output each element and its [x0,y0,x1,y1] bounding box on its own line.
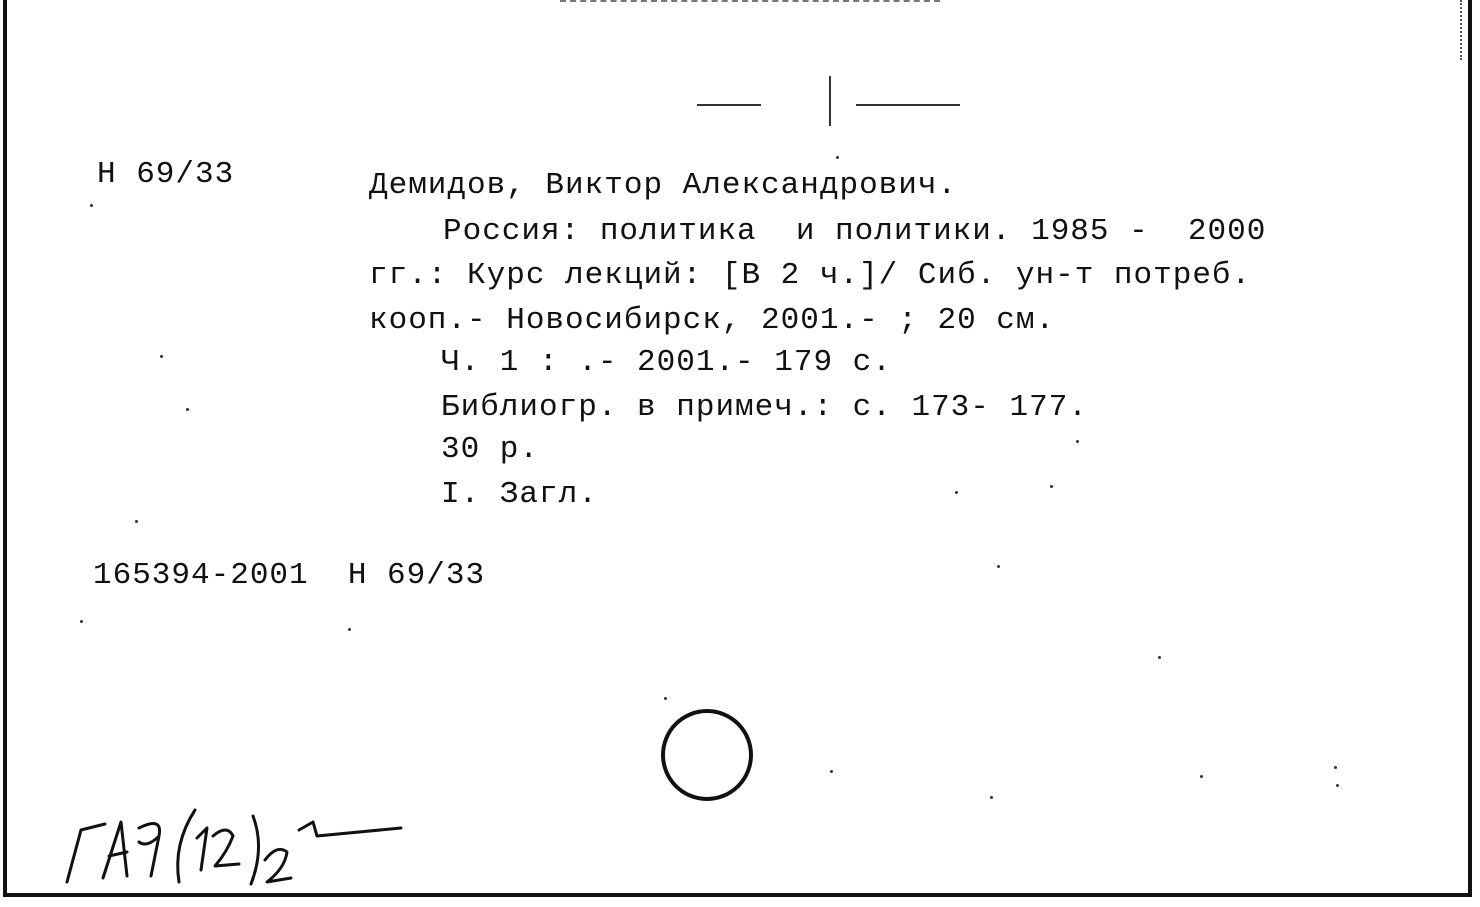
speck [1336,784,1339,787]
price: 30 р. [441,432,540,467]
speck [1158,656,1161,659]
title-line-3: кооп.- Новосибирск, 2001.- ; 20 см. [369,303,1056,338]
inventory-number: 165394-2001 Н 69/33 [93,558,486,593]
speck [997,565,1000,568]
speck [90,204,93,207]
handwritten-shelf-annotation [55,790,435,895]
card-right-edge-mark [1460,0,1472,60]
speck [955,491,958,494]
speck [80,620,83,623]
speck [836,156,839,159]
speck [664,697,667,700]
handwriting-svg [55,790,435,890]
header-rule-divider [829,76,831,126]
speck [1050,485,1053,488]
speck [1334,766,1337,769]
header-rule-right [856,104,960,106]
speck [1200,775,1203,778]
bibliography-note: Библиогр. в примеч.: с. 173- 177. [441,390,1088,425]
speck [830,770,833,773]
punch-hole [661,709,753,801]
author-heading: Демидов, Виктор Александрович. [369,168,958,203]
card-top-edge [560,0,940,5]
speck [160,355,163,358]
speck [990,796,993,799]
header-rule-left [697,104,761,106]
speck [186,408,189,411]
tracing: I. Загл. [441,477,598,512]
speck [348,628,351,631]
title-line-1: Россия: политика и политики. 1985 - 2000 [443,214,1267,249]
speck [135,520,138,523]
speck [1076,440,1079,443]
call-number: Н 69/33 [97,157,235,192]
title-line-2: гг.: Курс лекций: [В 2 ч.]/ Сиб. ун-т потреб. [369,258,1252,293]
volume-line: Ч. 1 : .- 2001.- 179 с. [441,345,892,380]
